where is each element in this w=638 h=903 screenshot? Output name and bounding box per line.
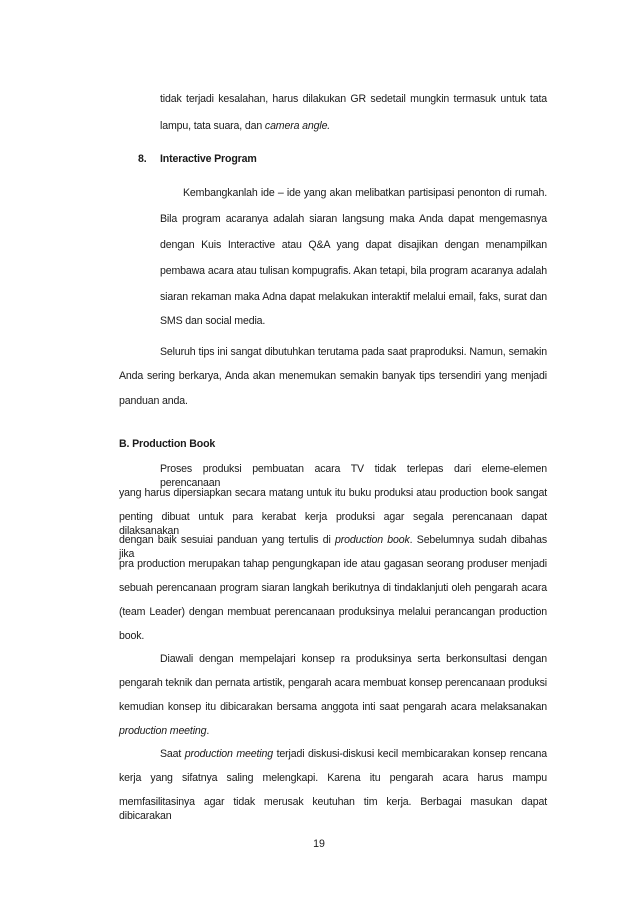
text-line: B. Production Book	[119, 438, 216, 450]
text-span: Saat	[160, 748, 185, 760]
text-span: lampu, tata suara, dan	[160, 120, 265, 132]
text-line: pra production merupakan tahap pengungkapan ide atau gagasan seorang produser menjadi	[119, 558, 547, 570]
text-line: pembawa acara atau tulisan kompugrafis. Akan tetapi, bila program acaranya adalah	[160, 265, 547, 277]
text-line: yang harus dipersiapkan secara matang untuk itu buku produksi atau production book sangat	[119, 487, 547, 499]
text-line: Interactive Program	[160, 153, 257, 165]
text-line: SMS dan social media.	[160, 315, 266, 327]
text-line	[160, 119, 330, 133]
text-span: .	[206, 725, 210, 737]
italic-span: camera angle.	[264, 120, 331, 132]
text-line: panduan anda.	[119, 395, 188, 407]
text-line: kemudian konsep itu dibicarakan bersama anggota inti saat pengarah acara melaksanakan	[119, 701, 547, 713]
text-line: dengan Kuis Interactive atau Q&A yang dapat disajikan dengan menampilkan	[160, 239, 547, 251]
italic-span: production meeting	[184, 748, 273, 760]
italic-span: production meeting	[119, 725, 207, 737]
text-line: Diawali dengan mempelajari konsep ra produksinya serta berkonsultasi dengan	[160, 653, 547, 665]
text-line: Anda sering berkarya, Anda akan menemukan semakin banyak tips tersendiri yang menjadi	[119, 370, 547, 382]
text-line: kerja yang sifatnya saling melengkapi. Karena itu pengarah acara harus mampu	[119, 772, 547, 784]
text-line: memfasilitasinya agar tidak merusak keutuhan tim kerja. Berbagai masukan dapat dibicarakan	[119, 796, 547, 822]
text-line: book.	[119, 630, 145, 642]
italic-span: production book	[334, 534, 410, 546]
text-line: Bila program acaranya adalah siaran langsung maka Anda dapat mengemasnya	[160, 213, 547, 225]
text-line: tidak terjadi kesalahan, harus dilakukan GR sedetail mungkin termasuk untuk tata	[160, 93, 547, 105]
text-line	[160, 747, 547, 761]
text-line: sebuah perencanaan program siaran langkah berikutnya di tindaklanjuti oleh pengarah acara	[119, 582, 547, 594]
text-line: (team Leader) dengan membuat perencanaan produksinya melalui perancangan production	[119, 606, 547, 618]
text-span: terjadi diskusi-diskusi kecil membicarakan konsep rencana	[273, 748, 547, 760]
text-span: . Sebelumnya sudah dibahas jika	[119, 534, 547, 560]
text-span: dengan baik sesuiai panduan yang tertulis di	[119, 534, 335, 546]
text-line: pengarah teknik dan pernata artistik, pengarah acara membuat konsep perencanaan produksi	[119, 677, 547, 689]
text-line: penting dibuat untuk para kerabat kerja produksi agar segala perencanaan dapat dilaksanakan	[119, 511, 547, 537]
page-number: 19	[313, 838, 325, 850]
text-line: siaran rekaman maka Adna dapat melakukan interaktif melalui email, faks, surat dan	[160, 291, 547, 303]
text-line	[119, 724, 209, 738]
text-line: Kembangkanlah ide – ide yang akan melibatkan partisipasi penonton di rumah.	[183, 187, 547, 199]
text-line: Proses produksi pembuatan acara TV tidak terlepas dari eleme-elemen perencanaan	[160, 463, 547, 489]
text-line: Seluruh tips ini sangat dibutuhkan terutama pada saat praproduksi. Namun, semakin	[160, 346, 547, 358]
text-line: 8.	[138, 153, 147, 165]
